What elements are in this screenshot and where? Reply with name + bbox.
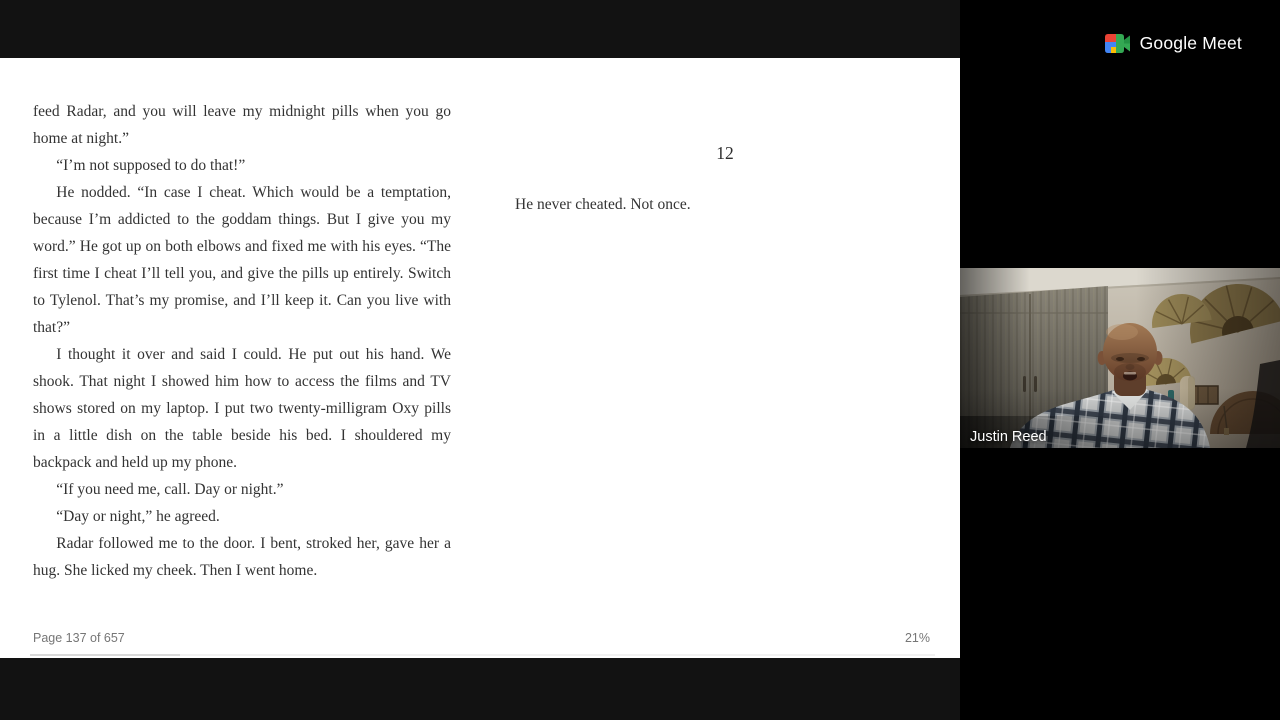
- book-paragraph: “I’m not supposed to do that!”: [56, 157, 246, 174]
- participant-name-label: Justin Reed: [970, 429, 1047, 445]
- chapter-number: 12: [716, 143, 734, 163]
- book-paragraph: Radar followed me to the door. I bent, stroked her, gave her a hug. She licked my cheek. Then I went home.: [33, 535, 451, 579]
- chapter-opening-line: He never cheated. Not once.: [515, 196, 691, 213]
- book-left-page: [33, 98, 451, 584]
- book-paragraph: He nodded. “In case I cheat. Which would be a temptation, because I’m addicted to the goddam things. But I give you my word.” He got up on both elbows and fixed me with his eyes. “The first time I cheat I’ll tell you, and give the pills up entirely. Switch to Tylenol. That’s my promise, and I’ll keep it. Can you live with that?”: [33, 184, 451, 336]
- participant-video-tile[interactable]: [960, 268, 1280, 448]
- google-meet-wordmark: Google Meet: [1139, 33, 1242, 53]
- book-paragraph: I thought it over and said I could. He put out his hand. We shook. That night I showed him how to access the films and TV shows stored on my laptop. I put two twenty-milligram Oxy pills in a little dish on the table beside his bed. I shouldered my backpack and held up my phone.: [33, 346, 451, 471]
- reader-progress-bar: [30, 654, 935, 656]
- reader-progress-fill: [30, 654, 180, 656]
- page-indicator: Page 137 of 657: [33, 631, 125, 645]
- book-paragraph: “Day or night,” he agreed.: [56, 508, 220, 525]
- participant-video-scene: [960, 268, 1280, 448]
- book-paragraph: feed Radar, and you will leave my midnight pills when you go home at night.”: [33, 103, 451, 147]
- google-meet-logo: [1104, 33, 1242, 54]
- book-paragraph: “If you need me, call. Day or night.”: [56, 481, 284, 498]
- meet-side-panel: [960, 0, 1280, 720]
- reading-progress-percent: 21%: [904, 631, 930, 645]
- ebook-reader-page: [0, 58, 960, 658]
- google-meet-camera-icon: [1104, 33, 1131, 54]
